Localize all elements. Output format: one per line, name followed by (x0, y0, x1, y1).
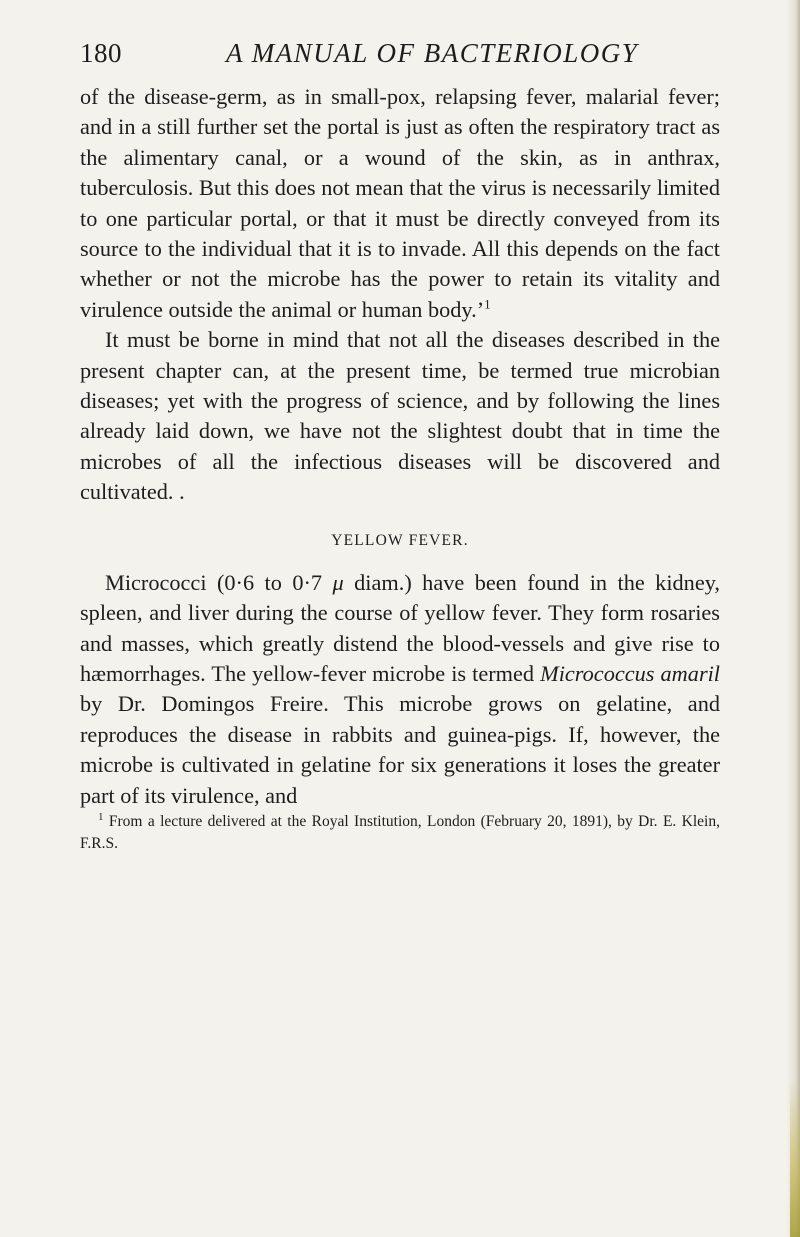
paragraph-2-tail: . (173, 479, 185, 505)
footnote (80, 811, 720, 855)
page-header (80, 36, 720, 70)
page-number: 180 (80, 38, 122, 68)
paragraph-3-part-b: diam.) have been found in the kidney, spleen, and liver during the course of yellow fever. They form rosaries and masses, which greatly distend the blood-vessels and give rise to hæmorrhages. The yellow-fever microbe is termed (80, 569, 720, 686)
micron-symbol: μ (332, 569, 344, 595)
body-text (80, 82, 720, 855)
paragraph-3-part-a: Micrococci (0·6 to 0·7 (105, 569, 333, 595)
paragraph-2 (80, 325, 720, 507)
running-title: A MANUAL OF BACTERIOLOGY (226, 38, 639, 68)
paragraph-3 (80, 568, 720, 811)
footnote-text: From a lecture delivered at the Royal Institution, London (February 20, 1891), by Dr. E. Klein, F.R.S. (80, 812, 720, 852)
paragraph-1-text: of the disease-germ, as in small-pox, relapsing fever, malarial fever; and in a still further set the portal is just as often the respiratory tract as the alimentary canal, or a wound of the skin, as in anthrax, tuberculosis. But this does not mean that the virus is necessarily limited to one particular portal, or that it must be directly conveyed from its source to the individual that it is to invade. All this depends on the fact whether or not the microbe has the power to retain its vitality and virulence outside the animal or human body.’ (80, 84, 720, 322)
paragraph-3-part-c: by Dr. Domingos Freire. This microbe grows on gelatine, and reproduces the disease in rabbits and guinea-pigs. If, however, the microbe is cultivated in gelatine for six generations it loses the greater part of its virulence, and (80, 691, 720, 808)
paragraph-continuation (80, 82, 720, 325)
page-edge-stain (790, 1080, 800, 1237)
species-name: Micrococcus amaril (540, 660, 721, 686)
section-heading-yellow-fever: YELLOW FEVER. (331, 531, 469, 549)
footnote-reference: 1 (484, 296, 491, 312)
page-edge-shadow (786, 0, 800, 1237)
footnote-mark: 1 (98, 810, 104, 823)
paragraph-2-text: It must be borne in mind that not all the diseases described in the present chapter can, at the present time, be termed true microbian diseases; yet with the progress of science, and by following the lines already laid down, we have not the slightest doubt that in time the microbes of all the infectious diseases will be discovered and cultivated. (80, 327, 720, 505)
